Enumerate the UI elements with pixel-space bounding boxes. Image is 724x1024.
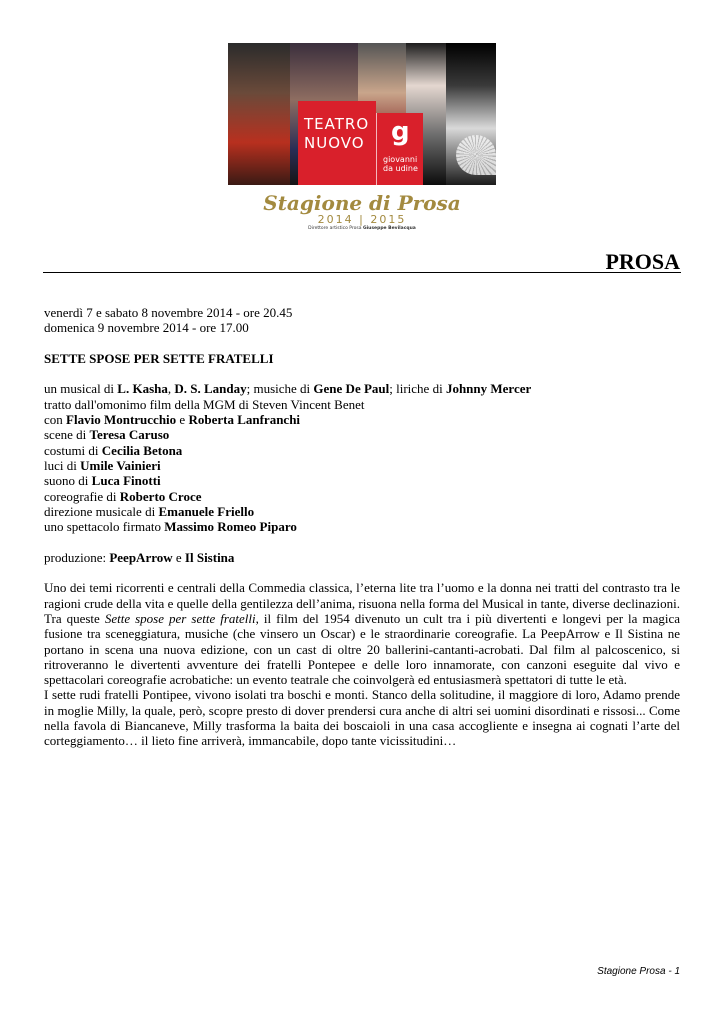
- director-label: Direttore artistico Prosa: [308, 226, 362, 231]
- credit-line: luci di Umile Vainieri: [44, 457, 161, 473]
- credit-line: costumi di Cecilia Betona: [44, 442, 183, 458]
- section-divider: [43, 272, 681, 273]
- credit-line: con Flavio Montrucchio e Roberta Lanfranchi: [44, 412, 301, 428]
- credit-line: tratto dall'omonimo film della MGM di Steven Vincent Benet: [44, 396, 365, 412]
- show-title: SETTE SPOSE PER SETTE FRATELLI: [44, 350, 274, 366]
- document-body: [44, 305, 680, 749]
- logo-sub1: giovanni: [383, 155, 418, 164]
- credit-line: un musical di L. Kasha, D. S. Landay; musiche di Gene De Paul; liriche di Johnny Mercer: [44, 381, 532, 397]
- director-credit: [228, 226, 496, 231]
- logo-sub2: da udine: [383, 164, 418, 173]
- section-title: PROSA: [605, 249, 680, 274]
- description-paragraph: Uno dei temi ricorrenti e centrali della Commedia classica, l’eterna lite tra l’uomo e la donna nei tratti del contrasto tra le ragioni crude della vita e quelle della gentilezza dell’anima, risuona nella forma del Musical in tante, diverse declinazioni. Tra queste Sette spose per sette fratelli, il film del 1954 divenuto un cult tra i più divertenti e longevi per la magica fusione tra sceneggiatura, musiche (che vinsero un Oscar) e le straordinarie coreografie. La PeepArrow e Il Sistina ne portano in scena una nuova edizione, con un cast di oltre 20 ballerini-cantanti-acrobati. Dal film al palcoscenico, si ritroveranno le divertenti avventure dei fratelli Pontepee e delle loro innamorate, con canzoni eseguite dal vivo e spettacolari coreografie acrobatiche: un evento teatrale che coinvolgerà ed entusiasmerà spettatori di tutte le età.: [44, 580, 680, 688]
- description-paragraph: I sette rudi fratelli Pontipee, vivono isolati tra boschi e monti. Stanco della solitudine, il maggiore di loro, Adamo prende in moglie Milly, la quale, però, scopre presto di dover prendersi cura anche di altri sei uomini disordinati e rissosi... Come nella favola di Biancaneve, Milly trasforma la baita dei boscaioli in una casa accogliente e insegna ai cognati l’arte del corteggiamento… il lieto fine arriverà, immancabile, dopo tante vicissitudini…: [44, 687, 680, 749]
- header-banner: [228, 43, 496, 185]
- page-footer: Stagione Prosa - 1: [597, 966, 680, 977]
- production-line: produzione: PeepArrow e Il Sistina: [44, 549, 235, 565]
- season-years: 2014 | 2015: [317, 213, 407, 226]
- director-name: Giuseppe Bevilacqua: [362, 226, 416, 231]
- date-line: domenica 9 novembre 2014 - ore 17.00: [44, 320, 249, 336]
- logo-line1: TEATRO: [304, 115, 370, 133]
- credit-line: coreografie di Roberto Croce: [44, 488, 202, 504]
- fan-image: [456, 135, 496, 175]
- logo-line2: NUOVO: [304, 134, 365, 152]
- logo-mark: g: [391, 117, 410, 147]
- date-line: venerdì 7 e sabato 8 novembre 2014 - ore 20.45: [44, 305, 293, 320]
- credit-line: uno spettacolo firmato Massimo Romeo Piparo: [44, 519, 297, 535]
- credits-list: [44, 381, 680, 534]
- giovanni-da-udine-logo: [376, 113, 423, 185]
- cast-photo: [228, 43, 298, 185]
- season-title: Stagione di Prosa: [263, 191, 461, 215]
- teatro-nuovo-logo: [298, 101, 376, 185]
- credit-line: direzione musicale di Emanuele Friello: [44, 503, 255, 519]
- credit-line: scene di Teresa Caruso: [44, 427, 170, 443]
- credit-line: suono di Luca Finotti: [44, 473, 161, 489]
